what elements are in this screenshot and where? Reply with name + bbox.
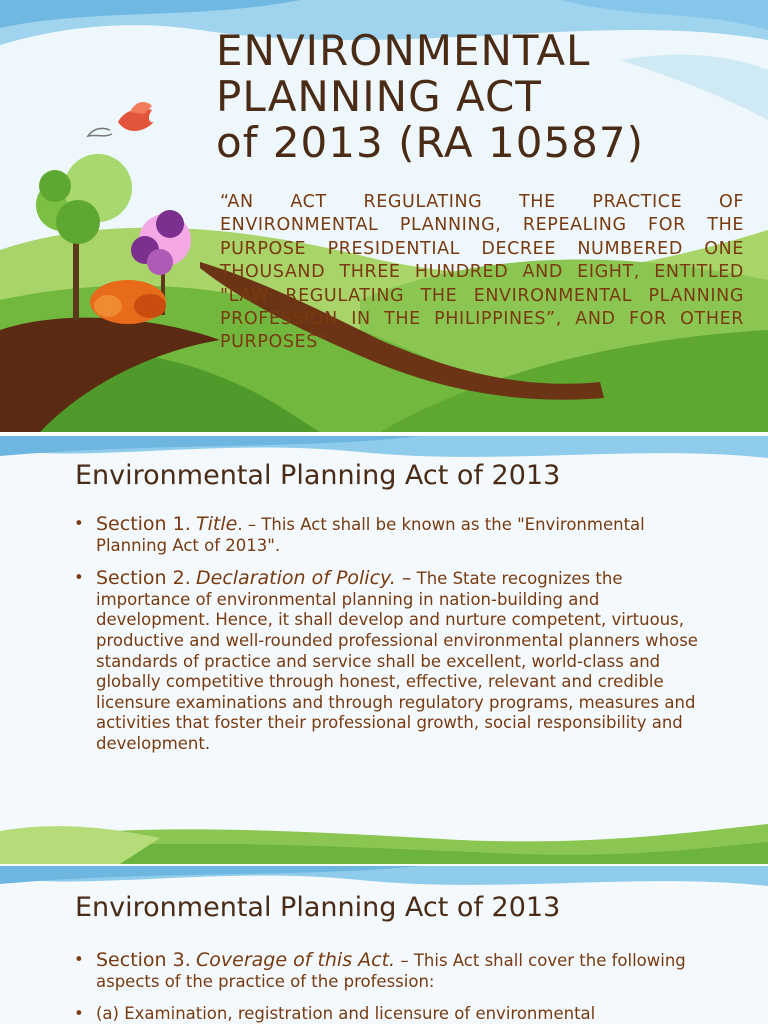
title-line-2: PLANNING ACT	[216, 72, 542, 121]
list-item-section-2	[72, 568, 712, 754]
slide-title-heading	[216, 28, 756, 166]
slide-sections-1-2	[0, 436, 768, 864]
list-item-section-1	[72, 514, 712, 556]
section-label: Section 1.	[96, 513, 191, 535]
slide-title	[0, 0, 768, 432]
sections-list	[72, 950, 712, 1024]
act-full-title-quote: “AN ACT REGULATING THE PRACTICE OF ENVIRONMENTAL PLANNING, REPEALING FOR THE PURPOSE PRESIDENTIAL DECREE NUMBERED ONE THOUSAND THREE HUNDRED AND EIGHT, ENTITLED "LAW REGULATING THE ENVIRONMENTAL PLANNING PROFESSION IN THE PHILIPPINES”, AND FOR OTHER PURPOSES”	[220, 192, 744, 353]
list-item-subsection-a	[72, 1004, 712, 1024]
section-text: – This Act shall cover the following aspects of the practice of the profession:	[96, 951, 686, 991]
bullet-icon: •	[74, 568, 84, 588]
bullet-icon: •	[74, 950, 84, 969]
sections-list	[72, 514, 712, 767]
bullet-icon: •	[74, 1004, 84, 1024]
slide-section-3	[0, 866, 768, 1024]
section-term: Declaration of Policy. –	[196, 567, 412, 590]
section-term: Title	[196, 513, 238, 535]
slide-heading: Environmental Planning Act of 2013	[75, 460, 561, 491]
title-line-3: of 2013 (RA 10587)	[216, 118, 645, 167]
section-label: Section 3.	[96, 949, 191, 971]
section-text: (a) Examination, registration and licensure of environmental	[96, 1004, 596, 1024]
title-line-1: ENVIRONMENTAL	[216, 26, 591, 75]
section-term: Coverage of this Act.	[196, 949, 396, 971]
section-label: Section 2.	[96, 567, 191, 590]
section-text: The State recognizes the importance of environmental planning in nation-building and development. Hence, it shall develop and nurture competent, virtuous, productive and well-rounded professional environmental planners whose standards of practice and service shall be excellent, world-class and globally competitive through honest, effective, relevant and credible licensure examinations and through regulatory programs, measures and activities that foster their professional growth, social responsibility and development.	[96, 569, 698, 753]
section-text: . – This Act shall be known as the "Environmental Planning Act of 2013".	[96, 515, 645, 555]
list-item-section-3	[72, 950, 712, 992]
bullet-icon: •	[74, 514, 84, 533]
slide-heading: Environmental Planning Act of 2013	[75, 892, 561, 923]
